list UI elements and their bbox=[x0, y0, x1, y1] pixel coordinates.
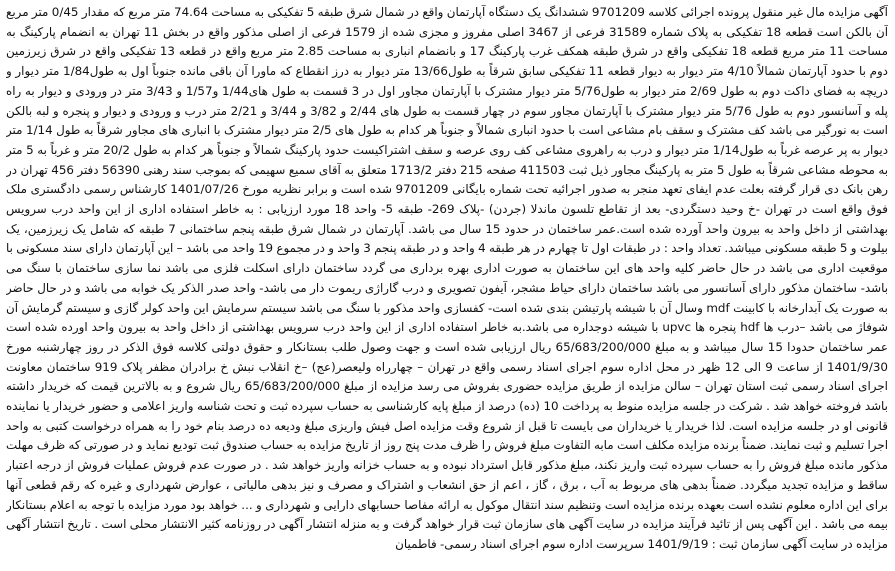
notice-page bbox=[6, 3, 888, 568]
auction-notice-text: آگهی مزایده مال غیر منقول پرونده اجرائی کلاسه 9701209 ششدانگ یک دستگاه آپارتمان واقع در شمال شرق طبقه 5 تفکیکی به مساحت 74.64 متر مربع که مقدار 0/45 متر مربع آن بالکن است قطعه 18 تفکیکی به پلاک شماره 31589 فرعی از 3467 اصلی مفروز و مجزی شده از 1579 فرعی از اصلی مذکور واقع در بخش 11 تهران به انضمام پارکینگ به مساحت 11 متر مربع قطعه 18 تفکیکی واقع در شرق طبقه همکف غرب پارکینگ 17 و بانضمام انباری به مساحت 2.85 متر مربع واقع در قطعه 13 تفکیکی واقع در شرق زیرزمین دوم با حدود آپارتمان شمالاً 4/10 متر دیوار به دیوار قطعه 11 تفکیکی سابق شرقاً به طول13/66 متر دیوار به درز انقطاع که ماورا آن باقی مانده جنوباً اول به طول1/84 متر دیوار و دریچه به فضای داکت دوم به طول 2/69 متر دیوار به طول5/76 متر دیوار مشترک با آپارتمان مجاور اول در 3 قسمت به طول های1/44 و1/57 و 3/43 متر در ورودی و دیوار به راه پله و آسانسور دوم به طول 5/76 متر دیوار مشترک با آپارتمان مجاور سوم در چهار قسمت به طول های 2/44 و 3/82 و 3/44 و 2/21 متر درب و ورودی و دیوار و پنجره و لبه بالکن است به نورگیر می باشد کف مشترک و سقف بام مشاعی است با حدود انباری شمالاً و جنوباً هر کدام به طول های 2/5 متر دیوار مشترک با انباری های مجاور شرقاً به طول 1/14 متر دیوار به پر عرصه غرباً به طول1/14 متر دیوار و درب به راهروی مشاعی کف روی عرصه و سقف اشتراکیست حدود پارکینگ شمالاً و جنوباً هر کدام به طول 20/2 متر و غرباً به 5 متر به محوطه مشاعی شرقاً به طول 5 متر به پارکینگ مجاور ذیل ثبت 411503 صفحه 215 دفتر 1713/2 متعلق به آقای سمیع سهیمی که بموجب سند رهنی 56390 دفتر 456 تهران در رهن بانک دی قرار گرفته بعلت عدم ایفای تعهد منجر به صدور اجرائیه تحت شماره بایگانی 9701209 شده است و برابر نظریه مورخ 1401/07/26 کارشناس رسمی دادگستری ملک فوق واقع است در تهران -خ وحید دستگردی- بعد از تقاطع تلسون ماندلا (جردن) -پلاک 269- طبقه 5- واحد 18 مورد ارزیابی : به خاطر استفاده اداری از این واحد درب سرویس بهداشتی از داخل واحد به بیرون واحد آورده شده است.عمر ساختمان در حدود 15 سال می باشد. آپارتمان در شمال شرق طبقه پنجم ساختمانی 7 طبقه که شامل یک زیرزمین، یک بیلوت و 5 طبقه مسکونی میباشد. تعداد واحد : در طبقات اول تا چهارم در هر طبقه 4 واحد و در طبقه پنجم 3 واحد و در مجموع 19 واحد می باشد – این آپارتمان دارای سند مسکونی با موقعیت اداری می باشد در حال حاضر کلیه واحد های این ساختمان به صورت اداری بهره برداری می گردد ساختمان دارای اسکلت فلزی می باشد نما سازی ساختمان با سنگ می باشد- ساختمان مذکور دارای آسانسور می باشد ساختمان دارای حیاط مشجر، آیفون تصویری و درب گاراژی ریموت دار می باشد- واحد صدر الذکر یک خوابه می باشد و در حال حاضر به صورت یک آبدارخانه با کابینت mdf وسال آن با شیشه پارتیشن بندی شده است- کفسازی واحد مذکور با سنگ می باشد سیستم سرمایش این واحد کولر گازی و سیستم گرمایش آن شوفاژ می باشد –درب ها hdf پنجره ها upvc با شیشه دوجداره می باشد.به خاطر استفاده اداری از این واحد درب سرویس بهداشتی از داخل واحد به بیرون واحد اورده شده است عمر ساختمان حدودا 15 سال میباشد و به مبلغ 65/683/200/000 ریال ارزیابی شده است و جهت وصول طلب بستانکار و حقوق دولتی کلاسه فوق الذکر در روز چهارشنبه مورخ 1401/9/30 از ساعت 9 الی 12 ظهر در محل اداره سوم اجرای اسناد رسمی واقع در تهران – چهارراه ولیعصر(عج) –خ انقلاب نبش خ برادران مظفر پلاک 919 ساختمان معاونت اجرای اسناد رسمی ثبت استان تهران – سالن مزایده از طریق مزایده حضوری بفروش می رسد مزایده از مبلغ 65/683/200/000 ریال شروع و به بالاترین قیمت که خریدار داشته باشد فروخته خواهد شد . شرکت در جلسه مزایده منوط به پرداخت 10 (ده) درصد از مبلغ پایه کارشناسی به حساب سپرده ثبت و تحت شناسه واریز اعلامی و حضور خریدار یا نماینده قانونی او در جلسه مزایده است. لذا خریدار یا خریداران می بایست تا قبل از شروع وقت مزایده اصل فیش واریزی مبلغ وديعه ده درصد بنام خود را به همراه درخواست کتبی به واحد اجرا تسلیم و ثبت نمایند. ضمناً برنده مزایده مکلف است مابه التفاوت مبلغ فروش را ظرف مدت پنج روز از تاریخ مزایده به حساب صندوق ثبت تودیع نماید و در صورتی که ظرف مهلت مذکور مانده مبلغ فروش را به حساب سپرده ثبت واریز نکند، مبلغ مذکور قابل استرداد نبوده و به حساب خزانه واریز خواهد شد . در صورت عدم فروش عملیات فروش از درجه اعتبار ساقط و مزایده تجدید میگردد. ضمناً بدهی های مربوط به آب ، برق ، گاز ، اعم از حق انشعاب و اشتراک و مصرف و نیز بدهی مالیاتی ، عوارض شهرداری و غیره که رقم قطعی آنها برای این اداره معلوم نشده است بعهده برنده مزایده است وتنظیم سند انتقال موکول به ارائه مفاصا حسابهای دارایی و شهرداری و ... خواهد بود مورد مزایده با توجه به اعلام بستانکار بیمه می باشد . این آگهی پس از تائید فرآیند مزایده در سایت آگهی های سازمان ثبت قرار خواهد گرفت و به منزله انتشار آگهی در روزنامه کثیر الانتشار محلی است . تاریخ انتشار آگهی مزایده در سایت آگهی سازمان ثبت : 1401/9/19 سرپرست اداره سوم اجرای اسناد رسمی- فاطمیان bbox=[6, 5, 888, 551]
